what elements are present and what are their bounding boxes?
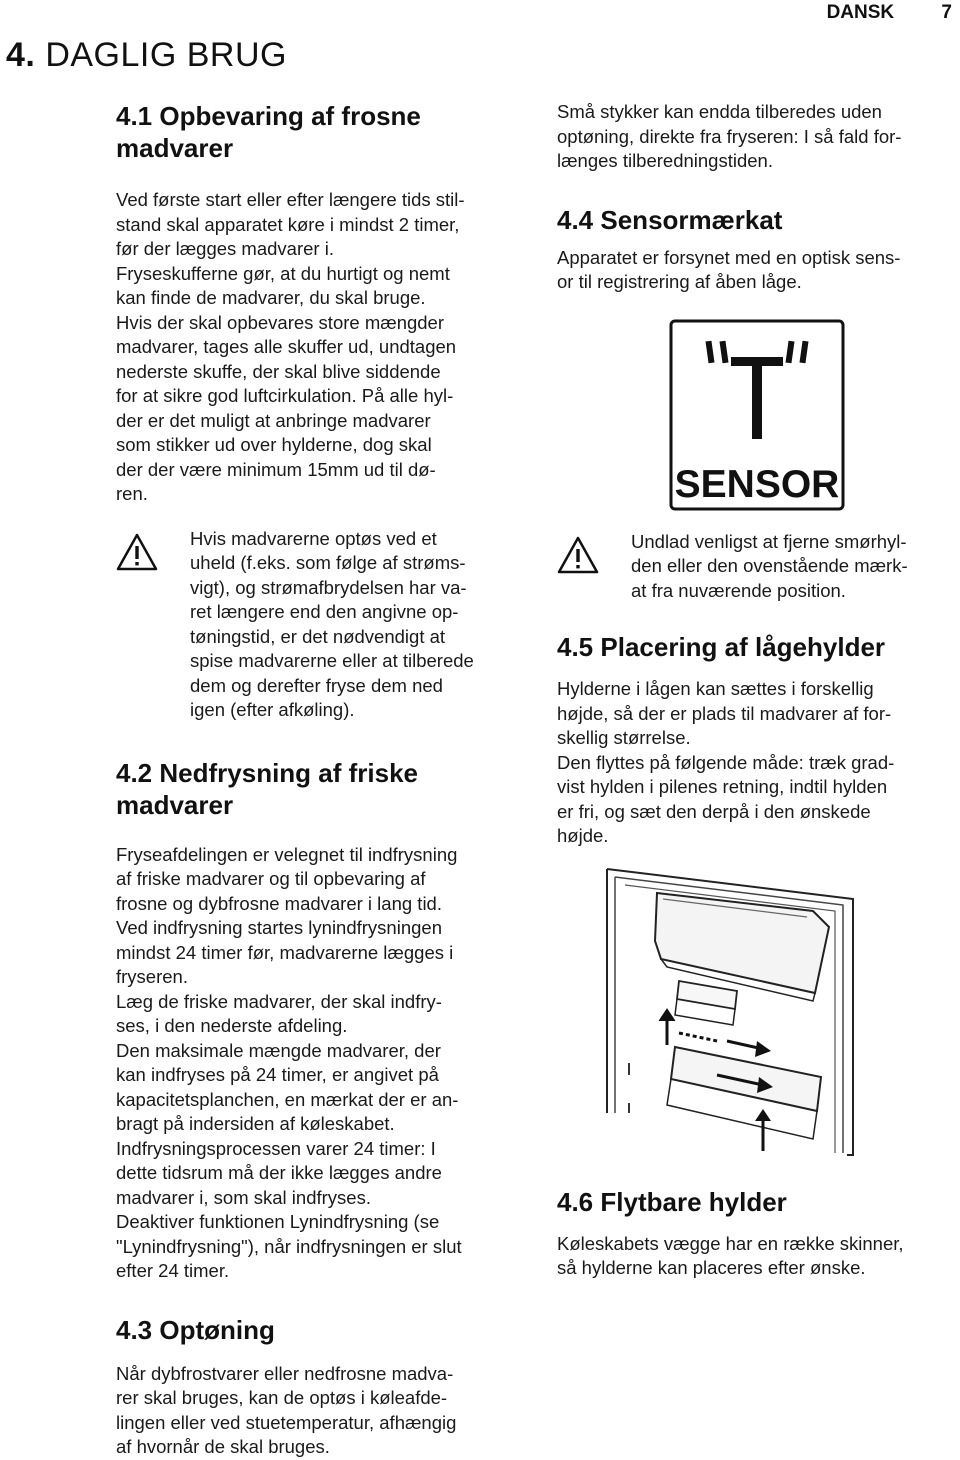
section-4-1-body: Ved første start eller efter længere tids stil- stand skal apparatet køre i mindst 2 timer, før der lægges madvarer i. Fryseskufferne gør, at du hurtigt og nemt kan finde de madvarer, du skal bruge. Hvis der skal opbevares store mængder madvarer, tages alle skuffer ud, undtagen nederste skuffe, der skal blive siddende for at sikre god luftcirkulation. På alle hyl- der er det muligt at anbringe madvarer som stikker ud over hylderne, dog skal der der være minimum 15mm ud til dø- ren. [116,189,465,504]
warning-text: Undlad venligst at fjerne smørhyl- den eller den ovenstående mærk- at fra nuværende position. [631,530,908,601]
warning-box-sensor [557,530,957,604]
section-title: Optøning [152,1314,275,1345]
section-4-1-heading [116,100,516,164]
right-column [557,100,957,1281]
chapter-title [6,36,287,75]
section-title: Sensormærkat [593,204,783,235]
section-number: 4.4 [557,204,594,235]
sensor-label: SENSOR [674,462,840,506]
section-4-5-heading [557,631,957,663]
left-column [116,100,516,1460]
section-title: Placering af lågehylder [593,632,886,662]
section-title: Nedfrysning af friske madvarer [116,757,419,820]
section-4-5-body: Hylderne i lågen kan sættes i forskellig højde, så der er plads til madvarer af for- skellig størrelse. Den flyttes på følgende måde: træk grad- vist hylden i pilenes retning, indtil hylden er fri, og sæt den derpå i den ønskede højde. [557,678,895,846]
section-number: 4.5 [557,632,594,662]
section-4-2-heading [116,757,516,821]
section-4-3-body: Når dybfrostvarer eller nedfrosne madva- rer skal bruges, kan de optøs i køleafde- lingen eller ved stuetemperatur, afhængig af hvornår de skal bruges. [116,1362,457,1457]
section-number: 4.3 [116,1314,153,1345]
section-number: 4.2 [116,757,153,788]
door-shelf-illustration [567,863,957,1168]
warning-triangle-icon [557,536,607,574]
chapter-number: 4. [6,36,36,74]
section-4-2-body: Fryseafdelingen er velegnet til indfrysning af friske madvarer og til opbevaring af frosne og dybfrosne madvarer i lang tid. Ved indfrysning startes lynindfrysningen mindst 24 timer før, madvarerne lægges i fryseren. Læg de friske madvarer, der skal indfry- ses, i den nederste afdeling. Den maksimale mængde madvarer, der kan indfryses på 24 timer, er angivet på kapacitetsplanchen, en mærkat der er an- bragt på indersiden af køleskabet. Indfrysningsprocessen varer 24 timer: I dette tidsrum må der ikke lægges andre madvarer i, som skal indfryses. Deaktiver funktionen Lynindfrysning (se "Lynindfrysning"), når indfrysningen er slut efter 24 timer. [116,843,462,1281]
section-4-4-body: Apparatet er forsynet med en optisk sens- or til registrering af åben låge. [557,246,901,292]
section-title: Flytbare hylder [593,1186,787,1217]
sensor-sticker-figure [669,319,957,516]
page-number: 7 [941,2,952,23]
section-4-3-heading [116,1314,516,1346]
warning-triangle-icon [116,533,166,571]
section-4-4-heading [557,204,957,236]
page-header [827,2,952,24]
section-4-6-body: Køleskabets vægge har en række skinner, så hylderne kan placeres efter ønske. [557,1232,904,1278]
section-4-6-heading [557,1186,957,1218]
warning-box-thawing [116,527,516,723]
chapter-name: DAGLIG BRUG [45,36,287,74]
warning-text: Hvis madvarerne optøs ved et uheld (f.eks. som følge af strøms- vigt), og strømafbrydelsen har va- ret længere end den angivne op- tøningstid, er det nødvendigt at spise madvarerne eller at tilberede dem og derefter fryse dem ned igen (efter afkøling). [190,527,474,720]
section-title: Opbevaring af frosne madvarer [116,101,421,163]
section-4-3-continued: Små stykker kan endda tilberedes uden optøning, direkte fra fryseren: I så fald for- længes tilberedningstiden. [557,101,902,171]
section-number: 4.1 [116,101,153,131]
section-number: 4.6 [557,1186,594,1217]
language-label: DANSK [826,2,895,23]
